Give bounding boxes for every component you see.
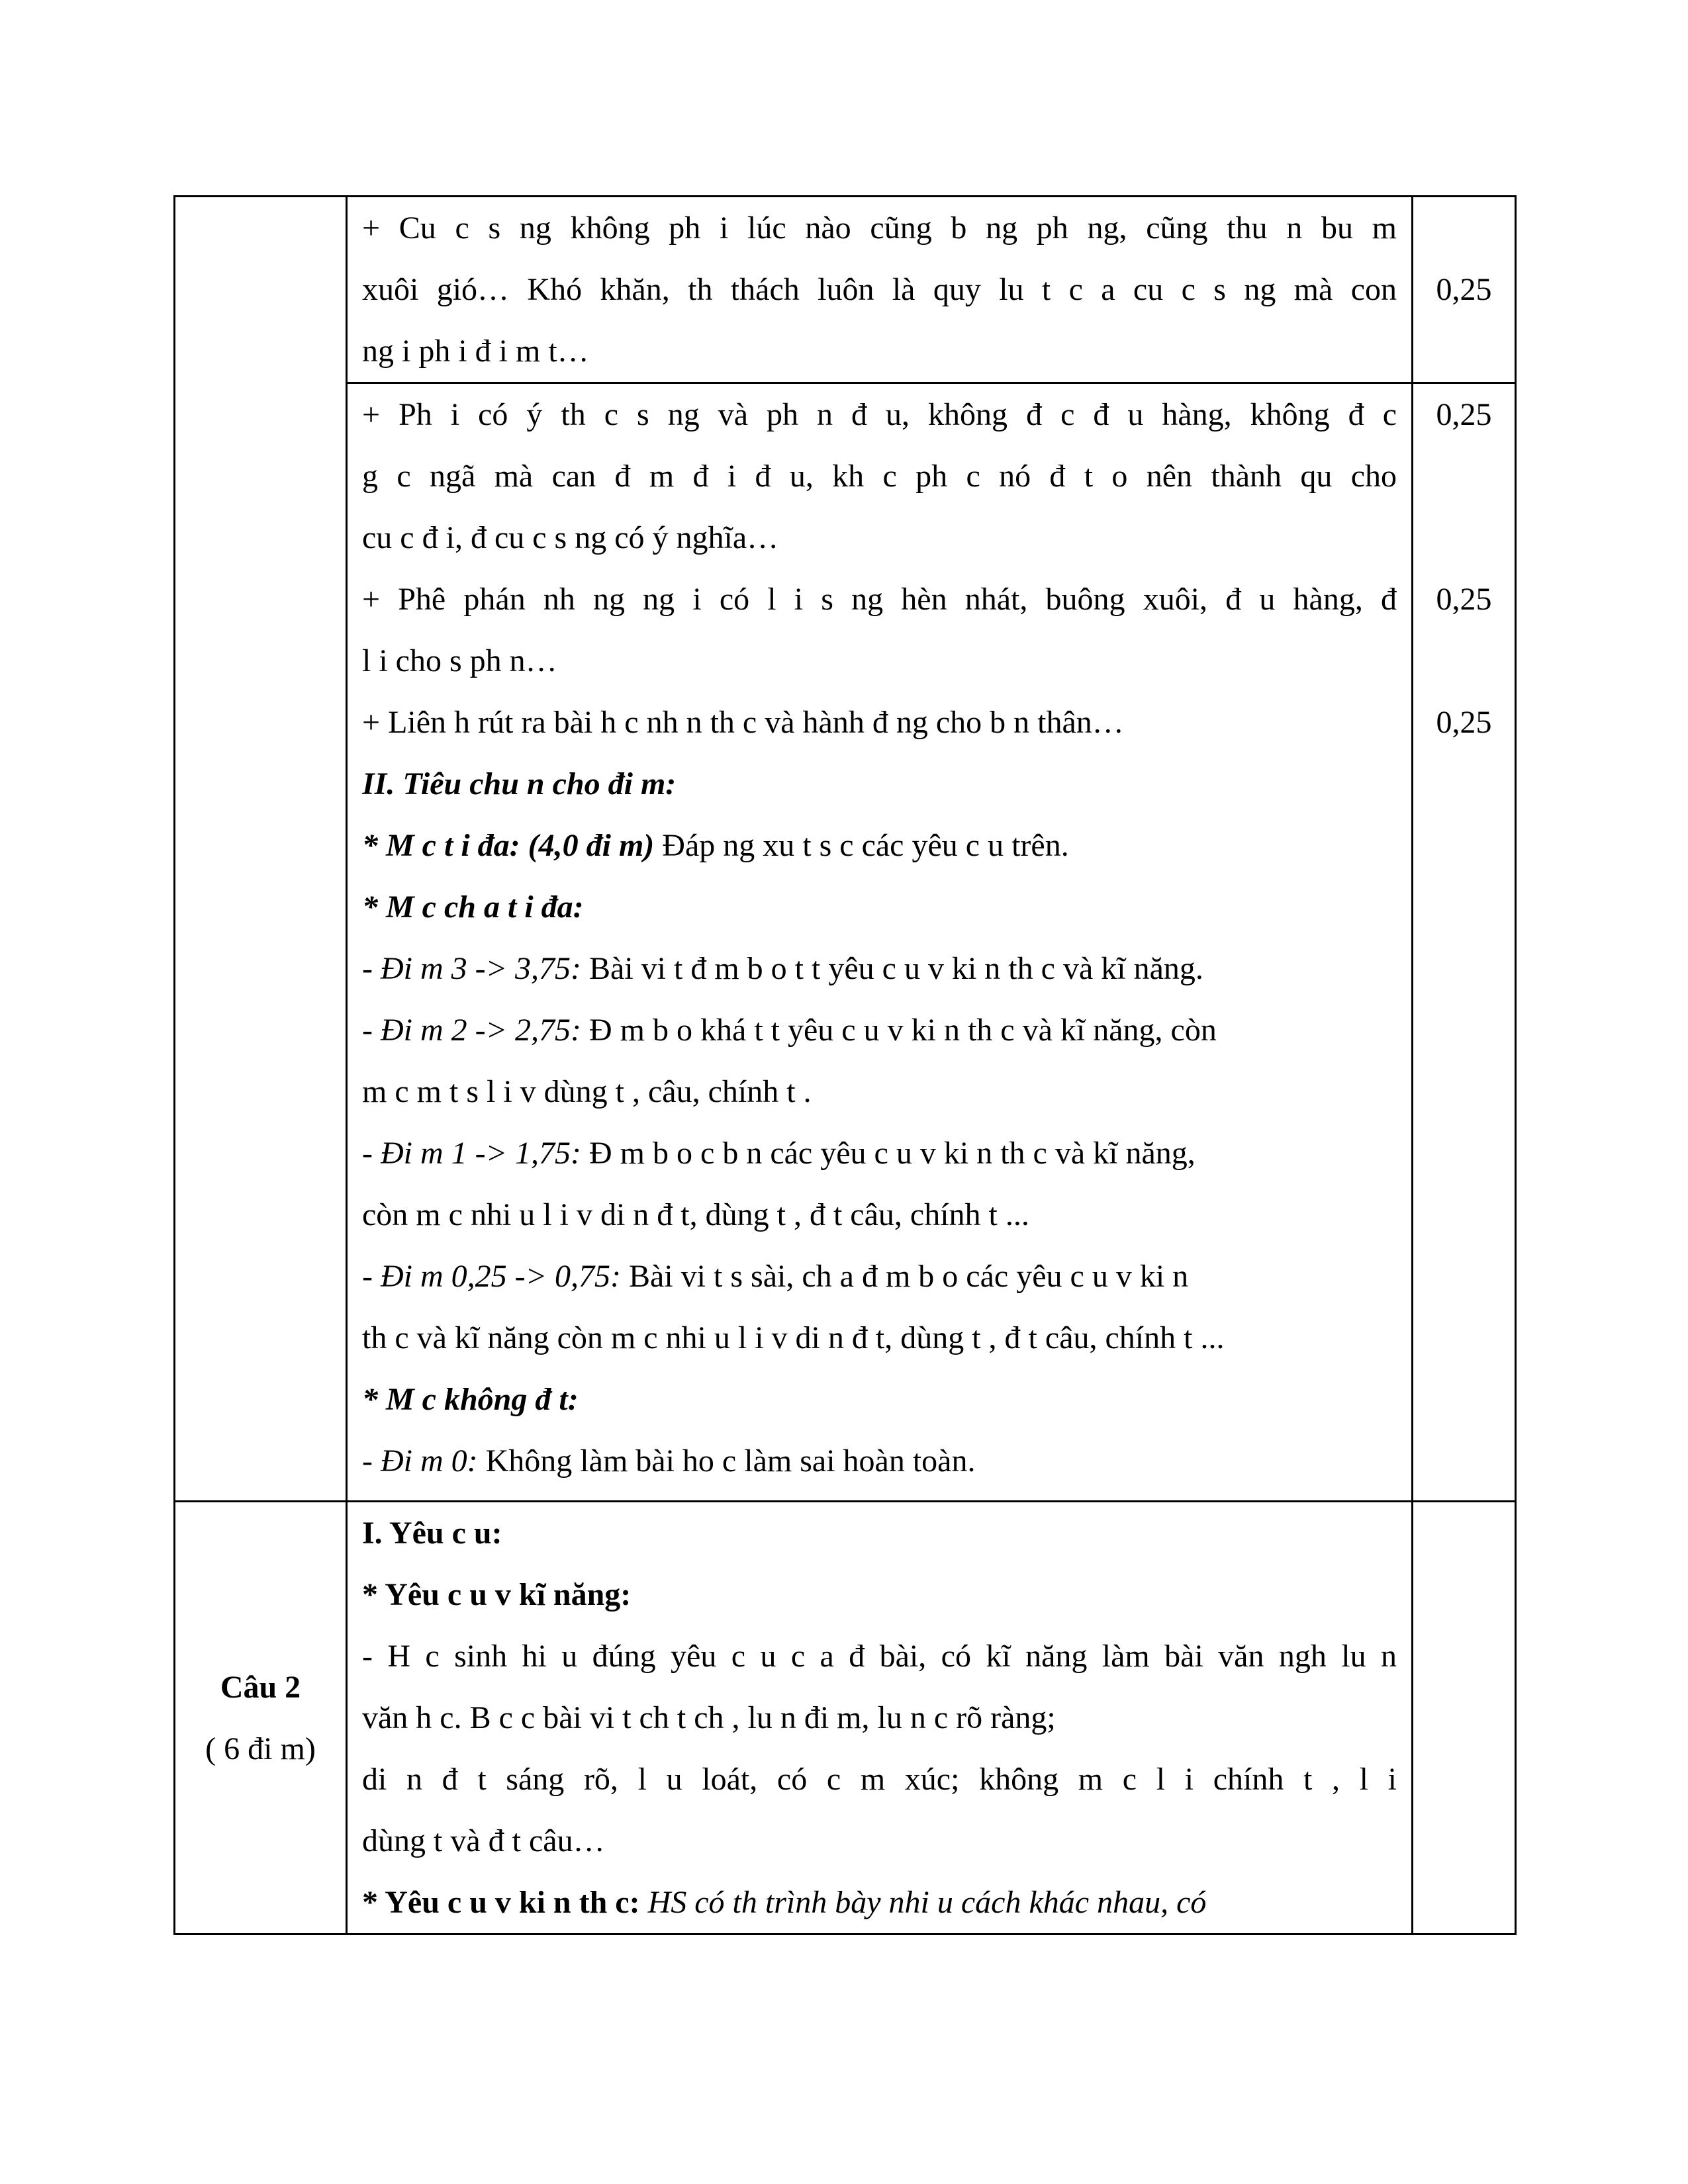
skill-title: * Yêu c u v kĩ năng: (362, 1577, 632, 1612)
zero-line (362, 1430, 1397, 1492)
content-cell (347, 197, 1413, 383)
max-level-label: * M c t i đa: (4,0 đi m) (362, 828, 655, 863)
text-line: di n đ t sáng rõ, l u loát, có c m xúc; không m c l i chính t , l i (362, 1762, 1397, 1797)
level-label: - Đi m 3 -> 3,75: (362, 951, 582, 986)
level-line (362, 1122, 1397, 1184)
knowledge-label: * Yêu c u v ki n th c: (362, 1885, 640, 1920)
score-value: 0,25 (1436, 397, 1492, 432)
score-cell (1413, 197, 1516, 383)
level-line (362, 1246, 1397, 1307)
score-cell (1413, 383, 1516, 1502)
text-line: cu c đ i, đ cu c s ng có ý nghĩa… (362, 520, 779, 555)
question-cell (175, 1502, 347, 1934)
text-line: + Phê phán nh ng ng i có l i s ng hèn nhát, buông xuôi, đ u hàng, đ (362, 582, 1397, 617)
score-cell-empty (1413, 1502, 1516, 1934)
zero-text: Không làm bài ho c làm sai hoàn toàn. (477, 1443, 976, 1479)
max-level-text: Đáp ng xu t s c các yêu c u trên. (654, 828, 1069, 863)
text-line: l i cho s ph n… (362, 643, 557, 678)
text-line: + Ph i có ý th c s ng và ph n đ u, không đ c đ u hàng, không đ c (362, 397, 1397, 432)
below-max-title: * M c ch a t i đa: (362, 889, 584, 925)
level-line (362, 938, 1397, 999)
level-text: Bài vi t s sài, ch a đ m b o các yêu c u v ki n (621, 1259, 1189, 1294)
max-level-line (362, 815, 1397, 876)
score-value: 0,25 (1436, 272, 1492, 307)
content-cell (347, 1502, 1413, 1934)
question-title: Câu 2 (220, 1669, 301, 1705)
text-line: + Cu c s ng không ph i lúc nào cũng b ng ph ng, cũng thu n bu m (362, 210, 1397, 246)
text-line: còn m c nhi u l i v di n đ t, dùng t , đ t câu, chính t ... (362, 1197, 1029, 1232)
text-line: th c và kĩ năng còn m c nhi u l i v di n đ t, dùng t , đ t câu, chính t ... (362, 1320, 1225, 1355)
content-cell (347, 383, 1413, 1502)
zero-label: - Đi m 0: (362, 1443, 478, 1479)
text-line: m c m t s l i v dùng t , câu, chính t . (362, 1074, 812, 1109)
text-line: ng i ph i đ i m t… (362, 334, 589, 369)
level-text: Bài vi t đ m b o t t yêu c u v ki n th c và kĩ năng. (581, 951, 1203, 986)
criteria-title: II. Tiêu chu n cho đi m: (362, 766, 677, 801)
text-line: - H c sinh hi u đúng yêu c u c a đ bài, có kĩ năng làm bài văn ngh lu n (362, 1639, 1397, 1674)
score-value: 0,25 (1436, 705, 1492, 740)
score-value: 0,25 (1436, 582, 1492, 617)
table-row (175, 197, 1516, 383)
text-line: dùng t và đ t câu… (362, 1823, 605, 1858)
level-label: - Đi m 1 -> 1,75: (362, 1136, 582, 1171)
level-label: - Đi m 2 -> 2,75: (362, 1013, 582, 1048)
text-line: g c ngã mà can đ m đ i đ u, kh c ph c nó đ t o nên thành qu cho (362, 459, 1397, 494)
knowledge-text: HS có th trình bày nhi u cách khác nhau, có (639, 1885, 1207, 1920)
grading-table (173, 195, 1517, 1935)
table-row (175, 383, 1516, 1502)
text-line: xuôi gió… Khó khăn, th thách luôn là quy lu t c a cu c s ng mà con (362, 272, 1397, 307)
question-points: ( 6 đi m) (205, 1731, 316, 1766)
requirements-title: I. Yêu c u: (362, 1516, 502, 1551)
level-text: Đ m b o khá t t yêu c u v ki n th c và kĩ năng, còn (581, 1013, 1217, 1048)
level-line (362, 999, 1397, 1061)
level-label: - Đi m 0,25 -> 0,75: (362, 1259, 622, 1294)
text-line: + Liên h rút ra bài h c nh n th c và hành đ ng cho b n thân… (362, 705, 1124, 740)
table-row (175, 1502, 1516, 1934)
level-text: Đ m b o c b n các yêu c u v ki n th c và kĩ năng, (581, 1136, 1196, 1171)
fail-title: * M c không đ t: (362, 1382, 579, 1417)
knowledge-line (362, 1872, 1397, 1933)
text-line: văn h c. B c c bài vi t ch t ch , lu n đi m, lu n c rõ ràng; (362, 1700, 1056, 1735)
question-cell-empty (175, 197, 347, 1502)
